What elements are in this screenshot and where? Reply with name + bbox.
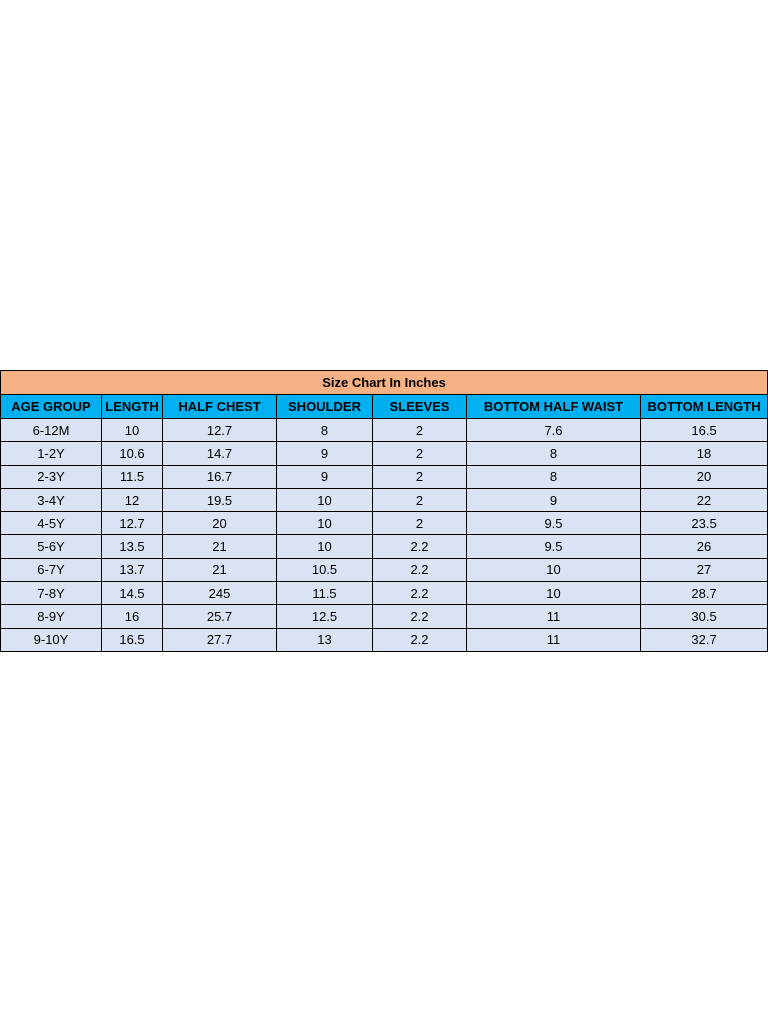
- cell-bottom-length: 30.5: [641, 605, 768, 628]
- cell-sleeves: 2: [373, 488, 467, 511]
- cell-bottom-length: 26: [641, 535, 768, 558]
- cell-shoulder: 10.5: [277, 558, 373, 581]
- cell-bottom-length: 18: [641, 442, 768, 465]
- cell-age-group: 5-6Y: [1, 535, 102, 558]
- cell-bottom-length: 23.5: [641, 512, 768, 535]
- cell-shoulder: 9: [277, 442, 373, 465]
- cell-bottom-half-waist: 8: [467, 442, 641, 465]
- table-row: [1, 465, 768, 488]
- cell-sleeves: 2.2: [373, 628, 467, 651]
- cell-sleeves: 2: [373, 442, 467, 465]
- cell-sleeves: 2.2: [373, 535, 467, 558]
- cell-length: 11.5: [102, 465, 163, 488]
- table-row: [1, 535, 768, 558]
- size-chart: [0, 370, 768, 652]
- table-row: [1, 605, 768, 628]
- cell-age-group: 2-3Y: [1, 465, 102, 488]
- cell-half-chest: 14.7: [163, 442, 277, 465]
- cell-bottom-length: 32.7: [641, 628, 768, 651]
- cell-bottom-length: 16.5: [641, 419, 768, 442]
- cell-age-group: 6-12M: [1, 419, 102, 442]
- cell-bottom-half-waist: 7.6: [467, 419, 641, 442]
- cell-length: 13.5: [102, 535, 163, 558]
- cell-half-chest: 245: [163, 582, 277, 605]
- cell-half-chest: 12.7: [163, 419, 277, 442]
- cell-half-chest: 21: [163, 535, 277, 558]
- cell-sleeves: 2.2: [373, 582, 467, 605]
- cell-length: 10.6: [102, 442, 163, 465]
- table-row: [1, 582, 768, 605]
- column-header-age-group: AGE GROUP: [1, 395, 102, 419]
- table-row: [1, 442, 768, 465]
- cell-bottom-length: 28.7: [641, 582, 768, 605]
- cell-half-chest: 16.7: [163, 465, 277, 488]
- cell-shoulder: 9: [277, 465, 373, 488]
- chart-title: Size Chart In Inches: [1, 371, 768, 395]
- cell-age-group: 6-7Y: [1, 558, 102, 581]
- cell-half-chest: 19.5: [163, 488, 277, 511]
- cell-bottom-length: 27: [641, 558, 768, 581]
- table-row: [1, 512, 768, 535]
- cell-bottom-half-waist: 11: [467, 628, 641, 651]
- cell-bottom-half-waist: 10: [467, 558, 641, 581]
- cell-bottom-half-waist: 9.5: [467, 535, 641, 558]
- cell-shoulder: 11.5: [277, 582, 373, 605]
- cell-length: 16.5: [102, 628, 163, 651]
- cell-shoulder: 10: [277, 535, 373, 558]
- cell-sleeves: 2: [373, 512, 467, 535]
- column-header-length: LENGTH: [102, 395, 163, 419]
- cell-age-group: 8-9Y: [1, 605, 102, 628]
- cell-sleeves: 2: [373, 465, 467, 488]
- cell-bottom-half-waist: 9.5: [467, 512, 641, 535]
- cell-length: 10: [102, 419, 163, 442]
- table-body: [1, 419, 768, 652]
- cell-half-chest: 27.7: [163, 628, 277, 651]
- cell-length: 12: [102, 488, 163, 511]
- cell-shoulder: 13: [277, 628, 373, 651]
- cell-length: 14.5: [102, 582, 163, 605]
- column-header-bottom-half-waist: BOTTOM HALF WAIST: [467, 395, 641, 419]
- table-row: [1, 558, 768, 581]
- header-row: [1, 395, 768, 419]
- cell-length: 13.7: [102, 558, 163, 581]
- cell-age-group: 1-2Y: [1, 442, 102, 465]
- cell-length: 12.7: [102, 512, 163, 535]
- table-row: [1, 419, 768, 442]
- table-row: [1, 488, 768, 511]
- title-row: [1, 371, 768, 395]
- table-row: [1, 628, 768, 651]
- cell-bottom-half-waist: 9: [467, 488, 641, 511]
- cell-age-group: 7-8Y: [1, 582, 102, 605]
- cell-bottom-length: 22: [641, 488, 768, 511]
- cell-bottom-half-waist: 10: [467, 582, 641, 605]
- cell-age-group: 9-10Y: [1, 628, 102, 651]
- cell-age-group: 3-4Y: [1, 488, 102, 511]
- cell-shoulder: 10: [277, 488, 373, 511]
- cell-half-chest: 25.7: [163, 605, 277, 628]
- column-header-shoulder: SHOULDER: [277, 395, 373, 419]
- cell-age-group: 4-5Y: [1, 512, 102, 535]
- cell-sleeves: 2.2: [373, 558, 467, 581]
- cell-length: 16: [102, 605, 163, 628]
- cell-sleeves: 2: [373, 419, 467, 442]
- column-header-half-chest: HALF CHEST: [163, 395, 277, 419]
- size-chart-table: [0, 370, 768, 652]
- cell-shoulder: 12.5: [277, 605, 373, 628]
- cell-bottom-half-waist: 11: [467, 605, 641, 628]
- column-header-sleeves: SLEEVES: [373, 395, 467, 419]
- cell-half-chest: 21: [163, 558, 277, 581]
- column-header-bottom-length: BOTTOM LENGTH: [641, 395, 768, 419]
- cell-bottom-length: 20: [641, 465, 768, 488]
- cell-shoulder: 10: [277, 512, 373, 535]
- cell-bottom-half-waist: 8: [467, 465, 641, 488]
- cell-shoulder: 8: [277, 419, 373, 442]
- cell-half-chest: 20: [163, 512, 277, 535]
- cell-sleeves: 2.2: [373, 605, 467, 628]
